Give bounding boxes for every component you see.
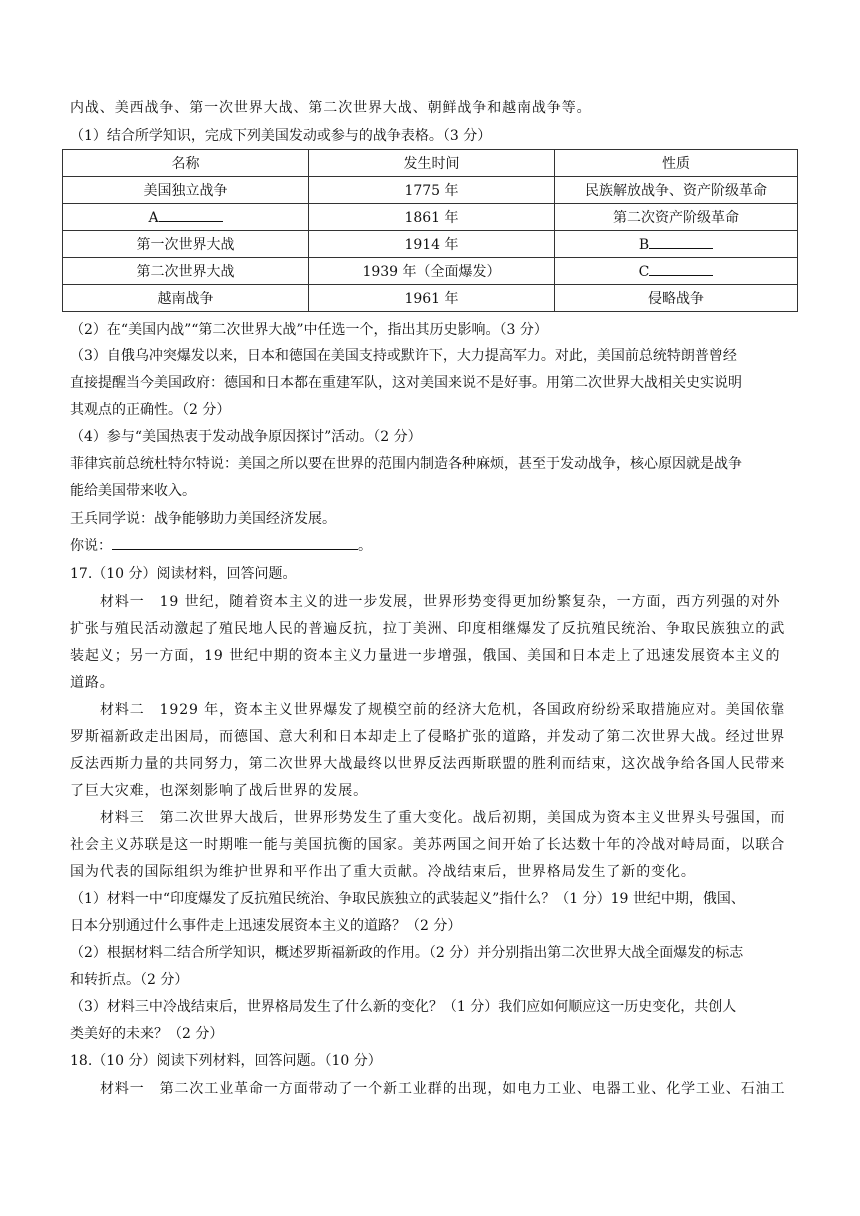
- cell-nature: 民族解放战争、资产阶级革命: [555, 177, 798, 204]
- cell-name: 第一次世界大战: [63, 231, 309, 258]
- cell-time: 1961 年: [309, 285, 555, 312]
- q18-material1-line1: 材料一 第二次工业革命一方面带动了一个新工业群的出现，如电力工业、电器工业、化学工业、石油工: [100, 1081, 786, 1097]
- q17-material2-line1: 材料二 1929 年，资本主义世界爆发了规模空前的经济大危机，各国政府纷纷采取措施应对。美国依靠: [100, 702, 786, 718]
- blank-line: [649, 236, 713, 249]
- war-table: [62, 149, 798, 312]
- cell-time: 1861 年: [309, 204, 555, 231]
- intro-tail: 内战、美西战争、第一次世界大战、第二次世界大战、朝鲜战争和越南战争等。: [70, 100, 592, 116]
- cell-time: 1939 年（全面爆发）: [309, 258, 555, 285]
- q17-question2-line2: 和转折点。（2 分）: [70, 972, 189, 988]
- q17-material2-line2: 罗斯福新政走出困局，而德国、意大利和日本却走上了侵略扩张的道路，并发动了第二次世界大战。经过世界: [70, 729, 786, 745]
- cell-name-blank-a: A: [63, 204, 309, 231]
- q17-question2-line1: （2）根据材料二结合所学知识，概述罗斯福新政的作用。（2 分）并分别指出第二次世界大战全面爆发的标志: [70, 945, 744, 961]
- q17-material1-line1: 材料一 19 世纪，随着资本主义的进一步发展，世界形势变得更加纷繁复杂，一方面，西方列强的对外: [100, 594, 781, 610]
- answer-blank-line: [112, 537, 358, 550]
- q17-question1-line1: （1）材料一中“印度爆发了反抗殖民统治、争取民族独立的武装起义”指什么？（1 分）19 世纪中期，俄国、: [70, 891, 745, 907]
- q17-question3-line1: （3）材料三中冷战结束后，世界格局发生了什么新的变化？（1 分）我们应如何顺应这一历史变化，共创人: [70, 999, 737, 1015]
- table-row: [63, 231, 798, 258]
- cell-name: 越南战争: [63, 285, 309, 312]
- q17-material1-line2: 扩张与殖民活动激起了殖民地人民的普遍反抗，拉丁美洲、印度相继爆发了反抗殖民统治、争取民族独立的武: [70, 621, 786, 637]
- q16-part4-quote2: 王兵同学说：战争能够助力美国经济发展。: [70, 511, 336, 527]
- blank-line: [159, 209, 223, 222]
- cell-name: 第二次世界大战: [63, 258, 309, 285]
- q16-part3-line3: 其观点的正确性。（2 分）: [70, 402, 231, 418]
- q18-title: 18.（10 分）阅读下列材料，回答问题。（10 分）: [70, 1053, 382, 1069]
- q17-material3-line1: 材料三 第二次世界大战后，世界形势发生了重大变化。战后初期，美国成为资本主义世界头号强国，而: [100, 810, 786, 826]
- cell-time: 1775 年: [309, 177, 555, 204]
- q17-question3-line2: 类美好的未来？（2 分）: [70, 1026, 224, 1042]
- q16-part4-your-answer: 你说： 。: [70, 538, 372, 554]
- table-header-row: [63, 150, 798, 177]
- cell-nature: 侵略战争: [555, 285, 798, 312]
- cell-time: 1914 年: [309, 231, 555, 258]
- blank-line: [649, 263, 713, 276]
- header-time: 发生时间: [309, 150, 555, 177]
- q16-part2: （2）在“美国内战”“第二次世界大战”中任选一个，指出其历史影响。（3 分）: [70, 322, 548, 338]
- q17-material2-line3: 反法西斯力量的共同努力，第二次世界大战最终以世界反法西斯联盟的胜利而结束，这次战争给各国人民带来: [70, 756, 786, 772]
- q16-part4: （4）参与“美国热衷于发动战争原因探讨”活动。（2 分）: [70, 429, 422, 445]
- q16-part4-quote1-line2: 能给美国带来收入。: [70, 483, 196, 499]
- cell-nature-blank-c: C: [555, 258, 798, 285]
- table-row: [63, 177, 798, 204]
- table-row: [63, 258, 798, 285]
- table-row: [63, 204, 798, 231]
- cell-nature-blank-b: B: [555, 231, 798, 258]
- q17-material2-line4: 了巨大灾难，也深刻影响了战后世界的发展。: [70, 783, 368, 799]
- header-nature: 性质: [555, 150, 798, 177]
- q17-material1-line3: 装起义；另一方面，19 世纪中期的资本主义力量进一步增强，俄国、美国和日本走上了迅速发展资本主义的: [70, 648, 781, 664]
- q17-material1-line4: 道路。: [70, 675, 115, 691]
- q16-part3-line2: 直接提醒当今美国政府：德国和日本都在重建军队，这对美国来说不是好事。用第二次世界大战相关史实说明: [70, 375, 742, 391]
- q17-material3-line2: 社会主义苏联是这一时期唯一能与美国抗衡的国家。美苏两国之间开始了长达数十年的冷战对峙局面，以联合: [70, 837, 786, 853]
- q17-title: 17.（10 分）阅读材料，回答问题。: [70, 566, 297, 582]
- q17-material3-line3: 国为代表的国际组织为维护世界和平作出了重大贡献。冷战结束后，世界格局发生了新的变化。: [70, 864, 696, 880]
- q16-part1: （1）结合所学知识，完成下列美国发动或参与的战争表格。（3 分）: [70, 128, 492, 144]
- cell-nature: 第二次资产阶级革命: [555, 204, 798, 231]
- table-row: [63, 285, 798, 312]
- cell-name: 美国独立战争: [63, 177, 309, 204]
- q16-part3-line1: （3）自俄乌冲突爆发以来，日本和德国在美国支持或默许下，大力提高军力。对此，美国前总统特朗普曾经: [70, 348, 737, 364]
- header-name: 名称: [63, 150, 309, 177]
- q16-part4-quote1-line1: 菲律宾前总统杜特尔特说：美国之所以要在世界的范围内制造各种麻烦，甚至于发动战争，核心原因就是战争: [70, 456, 742, 472]
- q17-question1-line2: 日本分别通过什么事件走上迅速发展资本主义的道路？（2 分）: [70, 918, 462, 934]
